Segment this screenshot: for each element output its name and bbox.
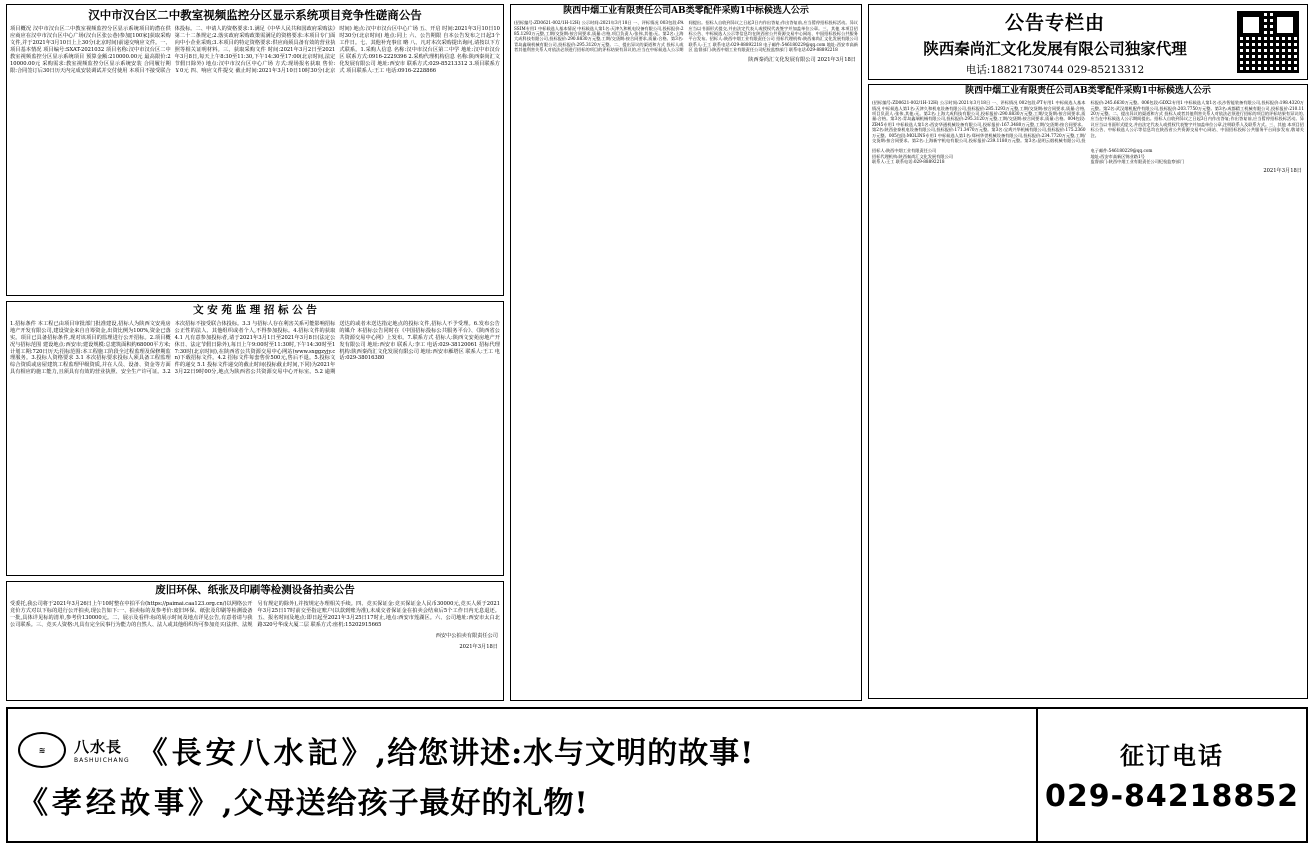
notice1-body: 项目概况 汉中市汉台区二中教室视频监控分区显示系统项目的潜在供应商应在汉中市汉台区中心广场(汉台区张公巷)参加[100家]获取采购文件,并于2021年3月10日上上30分(北京时间)前递交响应文件。一、项目基本情况 项目编号:SXAT-2021032 项目名称:汉中市汉台区二中教室视频监控分区显示系统项目 预算金额:210000.00元 最高限价:210000.00元 采购需求:教室视频监控分区显示系统安装 合同履行期限:合同签订后30日历天内完成安装调试并交付使用 本项目不接受联合体投标。二、申请人的资格要求:1.满足《中华人民共和国政府采购法》第二十二条规定;2.落实政府采购政策需满足的资格要求:本项目专门面向中小企业采购;3.本项目的特定资格要求:供应商须具备有效的营业执照等相关证明材料。三、获取采购文件 时间:2021年3月2日至2021年3月8日,每天上午8:30至11:30,下午14:30至17:00(北京时间,法定节假日除外) 地点:汉中市汉台区中心广场 方式:现场报名获取 售价:￥0元 四、响应文件提交 截止时间:2021年3月10日10时30分(北京时间) 地点:汉中市汉台区中心广场 五、开启 时间:2021年3月10日10时30分(北京时间) 地点:同上 六、公告期限 自本公告发布之日起3个工作日。七、其他补充事宜 略 八、凡对本次采购提出询问,请按以下方式联系。1.采购人信息 名称:汉中市汉台区第二中学 地址:汉中市汉台区 联系方式:0916-2229396 2.采购代理机构信息 名称:陕西秦尚汇文化发展有限公司 地址:西安市 联系方式:029-85213312 3.项目联系方式 项目联系人:王工 电话:0916-2228866 xyxy=(10,26,500,74)
notice-tobacco-parts-003 xyxy=(510,4,862,701)
ad-line-1 xyxy=(18,728,1026,772)
contact-line: 监督部门:陕西中烟工业有限责任公司纪检监察部门 xyxy=(1090,159,1185,164)
ad-tagline-1: ,给您讲述:水与文明的故事! xyxy=(375,736,755,771)
ad-subscribe-phone[interactable]: 029-84218852 xyxy=(1044,779,1300,814)
bottom-advertisement xyxy=(6,707,1308,843)
contact-line: 地址:西安市高新区锦业路1号 xyxy=(1090,153,1145,159)
right-notice-title: 陕西中烟工业有限责任公司AB类零配件采购1中标候选人公示 xyxy=(965,86,1211,96)
ad-headline-2 xyxy=(18,778,589,822)
agency-line1: 公告专栏由 xyxy=(1004,11,1105,34)
ad-left-panel xyxy=(8,709,1036,841)
notice-wenanyuan-supervision xyxy=(6,301,504,576)
ad-subscribe-label: 征订电话 xyxy=(1120,741,1224,770)
agency-banner xyxy=(868,4,1308,80)
ad-headline-1 xyxy=(138,728,755,772)
ad-logo-name: 八水長 xyxy=(74,738,123,756)
right-notice-contacts xyxy=(869,146,1307,167)
notice3-body: 受委托,我公司将于2021年3月26日上午10时整在中拍平台(https://paimai.caa123.org.cn/)以网络公开竞价方式对以下标的进行公开拍卖,现公告如下:一、拍卖标的及参考价:废旧环保、纸张及印刷等检测设备一批,具体详见标的清单,参考价130000元。二、展示及看样:标的展示时间及地点详见公告,有意者请与我公司联系。三、竞买人资格:凡具有完全民事行为能力的自然人、法人或其他组织均可参加竞买(法律、法规另有规定的除外),并按规定办理相关手续。四、竞买保证金:竞买保证金人民币30000元,竞买人须于2021年3月25日17时前交至指定账户(以款到账为准),未成交者保证金在拍卖会结束后5个工作日内无息退还。五、报名时间及地点:即日起至2021年3月25日17时止,地点:西安市莲湖区。六、公司地址:西安市太白北路320号华成大厦二层 联系方式:座机:15202915665 xyxy=(10,601,500,628)
columns-container xyxy=(6,4,1308,701)
contact-line: 电子邮件:546180229@qq.com xyxy=(1090,148,1153,154)
middle-notice-footer: 陕西秦尚汇文化发展有限公司 2021年3月18日 xyxy=(748,56,856,63)
ad-book-title-1: 《長安八水記》 xyxy=(137,736,376,771)
ad-logo-block xyxy=(74,736,130,764)
agency-line2: 陕西秦尚汇文化发展有限公司独家代理 xyxy=(923,38,1187,58)
notice3-signature-date: 2021年3月18日 xyxy=(459,643,498,650)
right-notice-body: (招标编号:ZD0621-002/1H-12H) 公示时间:2021年3月18日 一、评标情况 002包段:PT专用1 中标候选人基本情况 中标候选人第1名:天津久和机电设备有限公司,投标报价:285.1293万元整,工期/交货期:按合同要求,质量:合格,项目负责人:张伟,其他:无。第2名:上海大成科技有限公司,投标报价:290.8830万元整,工期/交货期:按合同要求,质量:合格。第3名:青岛鑫瑞机械有限公司,投标报价:295.3120万元整,工期/交货期:按合同要求,质量:合格。004包段:ZB45专用1 中标候选人第1名:西安华通机械设备有限公司,投标报价:167.3480万元整,工期/交货期:按合同要求。第2名:陕西金泰机电设备有限公司,投标报价:171.3470万元整。第3名:宝鸡兴华机械有限公司,投标报价:175.2360万元整。005包段:MOLINS专用1 中标候选人第1名:郑州华誉机械设备有限公司,投标报价:234.7720万元整,工期/交货期:按合同要求。第2名:上海新宇机电有限公司,投标报价:239.1180万元整。第3名:昆明云烟机械有限公司,投标报价:245.6630万元整。006包段:GDX2专用1 中标候选人第1名:长沙智能装备有限公司,投标报价:198.4320万元整。第2名:武汉烟机配件有限公司,投标报价:203.7750万元整。第3名:成都精工机械有限公司,投标报价:210.1120万元整。二、提出异议的渠道和方式 投标人或者其他利害关系人对依法必须进行招标的项目的评标结果有异议的,应当在中标候选人公示期间提出。招标人自收到异议之日起3日内作出答复;作出答复前,应当暂停招标投标活动。异议应当以书面形式提交,并由法定代表人或授权代表签字并加盖单位公章,注明联系人及联系方式。三、其他 本项目招标公告、中标候选人公示等信息均在陕西省公共资源交易中心网站、中国招标投标公共服务平台同步发布,敬请关注。 xyxy=(872,100,1304,143)
middle-notice-body: (招标编号:ZD0621-002/1H-12H) 公示时间:2021年3月18日 一、评标情况 003包段:PASSIM专用1 中标候选人基本情况 中标候选人第1名:天津久和机电设备有限公司,投标报价:285.1293万元整,工期/交货期:按合同要求,质量:合格,项目负责人:张伟,其他:无。第2名:上海大成科技有限公司,投标报价:290.8830万元整,工期/交货期:按合同要求,质量:合格。第3名:青岛鑫瑞机械有限公司,投标报价:295.3120万元整。二、提出异议的渠道和方式 投标人或者其他利害关系人对依法必须进行招标的项目的评标结果有异议的,应当在中标候选人公示期间提出。招标人自收到异议之日起3日内作出答复;作出答复前,应当暂停招标投标活动。异议应当以书面形式提交,并由法定代表人或授权代表签字并加盖单位公章。三、其他 本项目招标公告、中标候选人公示等信息均在陕西省公共资源交易中心网站、中国招标投标公共服务平台发布。招标人:陕西中烟工业有限责任公司 招标代理机构:陕西秦尚汇文化发展有限公司 联系人:王工 联系电话:029-88892218 电子邮件:546180229@qq.com 地址:西安市高新区 监督部门:陕西中烟工业有限责任公司纪检监察部门 联系电话:029-88892218 xyxy=(514,20,858,53)
left-column xyxy=(6,4,504,701)
contact-line: 联系人:王工 联系电话:029-88892218 xyxy=(872,159,945,164)
contact-line: 招标人:陕西中烟工业有限责任公司 xyxy=(872,148,937,154)
notice1-title: 汉中市汉台区二中教室视频监控分区显示系统项目竞争性磋商公告 xyxy=(88,8,422,22)
contact-line: 招标代理机构:陕西秦尚汇文化发展有限公司 xyxy=(872,153,953,159)
ad-tagline-2: ,父母送给孩子最好的礼物! xyxy=(222,786,589,821)
notice2-title: 文 安 苑 监 理 招 标 公 告 xyxy=(193,304,317,316)
middle-column xyxy=(510,4,862,701)
water-wave-logo-icon: ≋ xyxy=(18,732,66,768)
right-column xyxy=(868,4,1308,701)
qr-code-icon xyxy=(1235,9,1301,75)
ad-subscription-panel xyxy=(1036,709,1306,841)
notice-auction xyxy=(6,581,504,701)
notice3-signature-company: 西安中公拍卖有限责任公司 xyxy=(435,632,498,639)
ad-book-title-2: 《孝经故事》 xyxy=(18,786,222,821)
notice2-body: 1.招标条件 本工程已由项目审批部门批准建设,招标人为陕西文安苑房地产开发有限公司,建设资金来自自筹资金,出资比例为100%,资金已落实。项目已具备招标条件,现对该项目的监理进行公开招标。2.项目概况与招标范围 建设地点:西安市;建设规模:总建筑面积约68000平方米;计划工期:720日历天;招标范围:本工程施工阶段全过程监理及保修期监理服务。3.投标人资格要求 3.1 本次招标要求投标人须具备工程监理综合资质或房屋建筑工程监理甲级资质,并在人员、设备、资金等方面具有相应的施工能力,且须具有有效的营业执照、安全生产许可证。3.2 本次招标不接受联合体投标。3.3 与招标人存在利害关系可能影响招标公正性的法人、其他组织或者个人,不得参加投标。4.招标文件的获取 4.1 凡有意参加投标者,请于2021年3月1日至2021年3月8日(法定公休日、法定节假日除外),每日上午9:00时至11:30时,下午14:30时至17:30时(北京时间),在陕西省公共资源交易中心网站(www.sxggzyjy.cn)下载招标文件。4.2 招标文件每套售价500元,售后不退。5.投标文件的递交 5.1 投标文件递交的截止时间(投标截止时间,下同)为2021年3月22日9时00分,地点为陕西省公共资源交易中心开标室。5.2 逾期送达的或者未送达指定地点的投标文件,招标人不予受理。6.发布公告的媒介 本招标公告同时在《中国招标投标公共服务平台》、《陕西省公共资源交易中心网》上发布。7.联系方式 招标人:陕西文安苑房地产开发有限公司 地址:西安市 联系人:李工 电话:029-38120061 招标代理机构:陕西秦尚汇文化发展有限公司 地址:西安市雁塔区 联系人:王工 电话:029-38016380 xyxy=(10,321,500,376)
notice-tobacco-parts-002 xyxy=(868,84,1308,699)
notice-hanzhong-school xyxy=(6,4,504,296)
ad-logo-pinyin: BASHUICHANG xyxy=(74,757,130,764)
middle-notice-title: 陕西中烟工业有限责任公司AB类零配件采购1中标候选人公示 xyxy=(563,6,809,16)
notice3-title: 废旧环保、纸张及印刷等检测设备拍卖公告 xyxy=(155,584,355,596)
right-notice-footer-date: 2021年3月18日 xyxy=(1263,168,1302,175)
agency-banner-text xyxy=(875,8,1235,77)
agency-phone: 电话:18821730744 029-85213312 xyxy=(965,63,1145,76)
ad-line-2 xyxy=(18,778,1026,822)
